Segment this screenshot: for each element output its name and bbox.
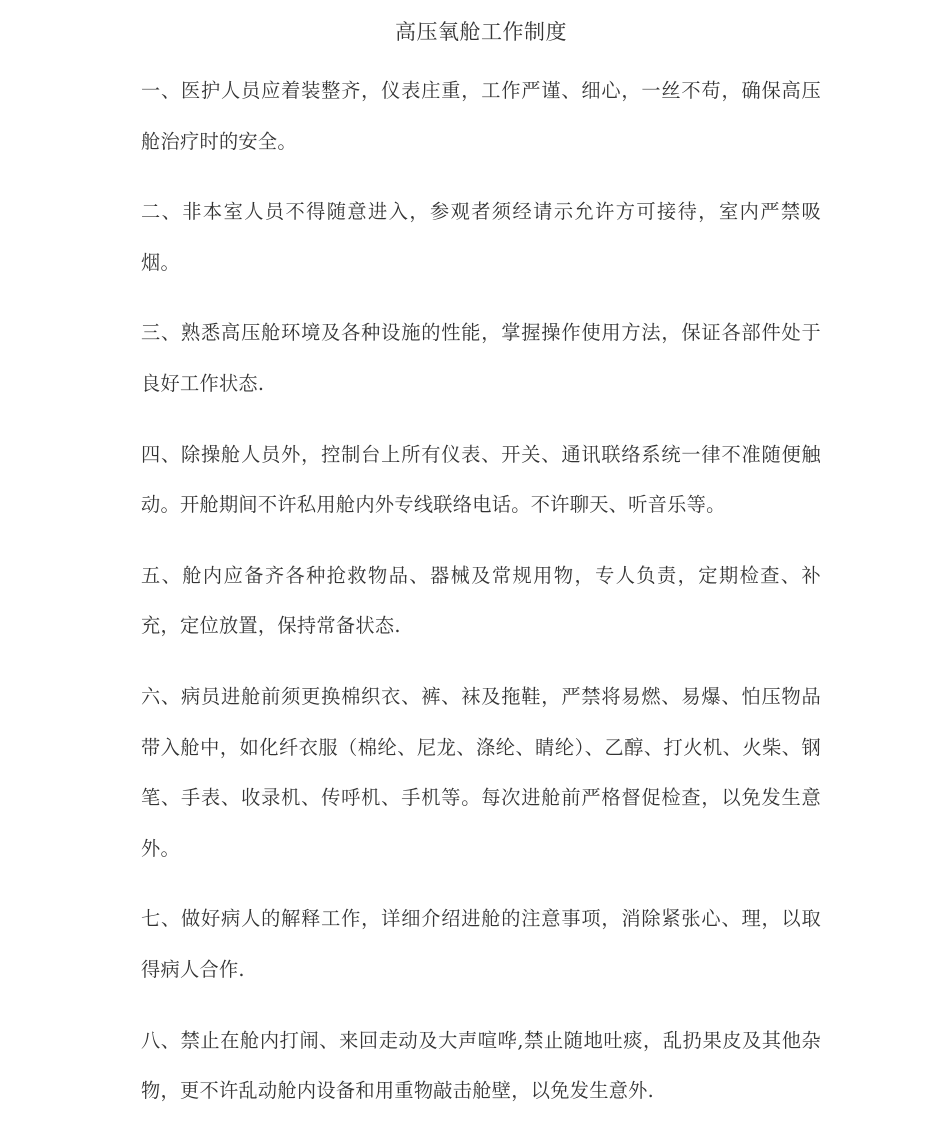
page-title: 高压氧舱工作制度 bbox=[395, 20, 567, 44]
rule-item-2: 二、非本室人员不得随意进入，参观者须经请示允许方可接待，室内严禁吸烟。 bbox=[141, 200, 821, 274]
rule-item-6: 六、病员进舱前须更换棉织衣、裤、袜及拖鞋，严禁将易燃、易爆、怕压物品带入舱中，如化纤衣服（棉纶、尼龙、涤纶、睛纶）、乙醇、打火机、火柴、钢笔、手表、收录机、传呼机、手机等。每次进舱前严格督促检查，以免发生意外。 bbox=[141, 684, 821, 860]
rule-item-4: 四、除操舱人员外，控制台上所有仪表、开关、通讯联络系统一律不准随便触动。开舱期间不许私用舱内外专线联络电话。不许聊天、听音乐等。 bbox=[141, 442, 821, 517]
rule-item-5: 五、舱内应备齐各种抢救物品、器械及常规用物，专人负责，定期检查、补充，定位放置，保持常备状态. bbox=[141, 563, 821, 638]
rule-item-1: 一、医护人员应着装整齐，仪表庄重，工作严谨、细心，一丝不苟，确保高压舱治疗时的安全。 bbox=[141, 79, 821, 153]
rule-item-7: 七、做好病人的解释工作，详细介绍进舱的注意事项，消除紧张心、理，以取得病人合作. bbox=[141, 907, 821, 981]
rule-item-3: 三、熟悉高压舱环境及各种设施的性能，掌握操作使用方法，保证各部件处于良好工作状态. bbox=[141, 321, 821, 395]
rule-item-8: 八、禁止在舱内打闹、来回走动及大声喧哗,禁止随地吐痰，乱扔果皮及其他杂物，更不许乱动舱内设备和用重物敲击舱壁，以免发生意外. bbox=[141, 1028, 821, 1103]
rule-list bbox=[141, 66, 821, 1137]
